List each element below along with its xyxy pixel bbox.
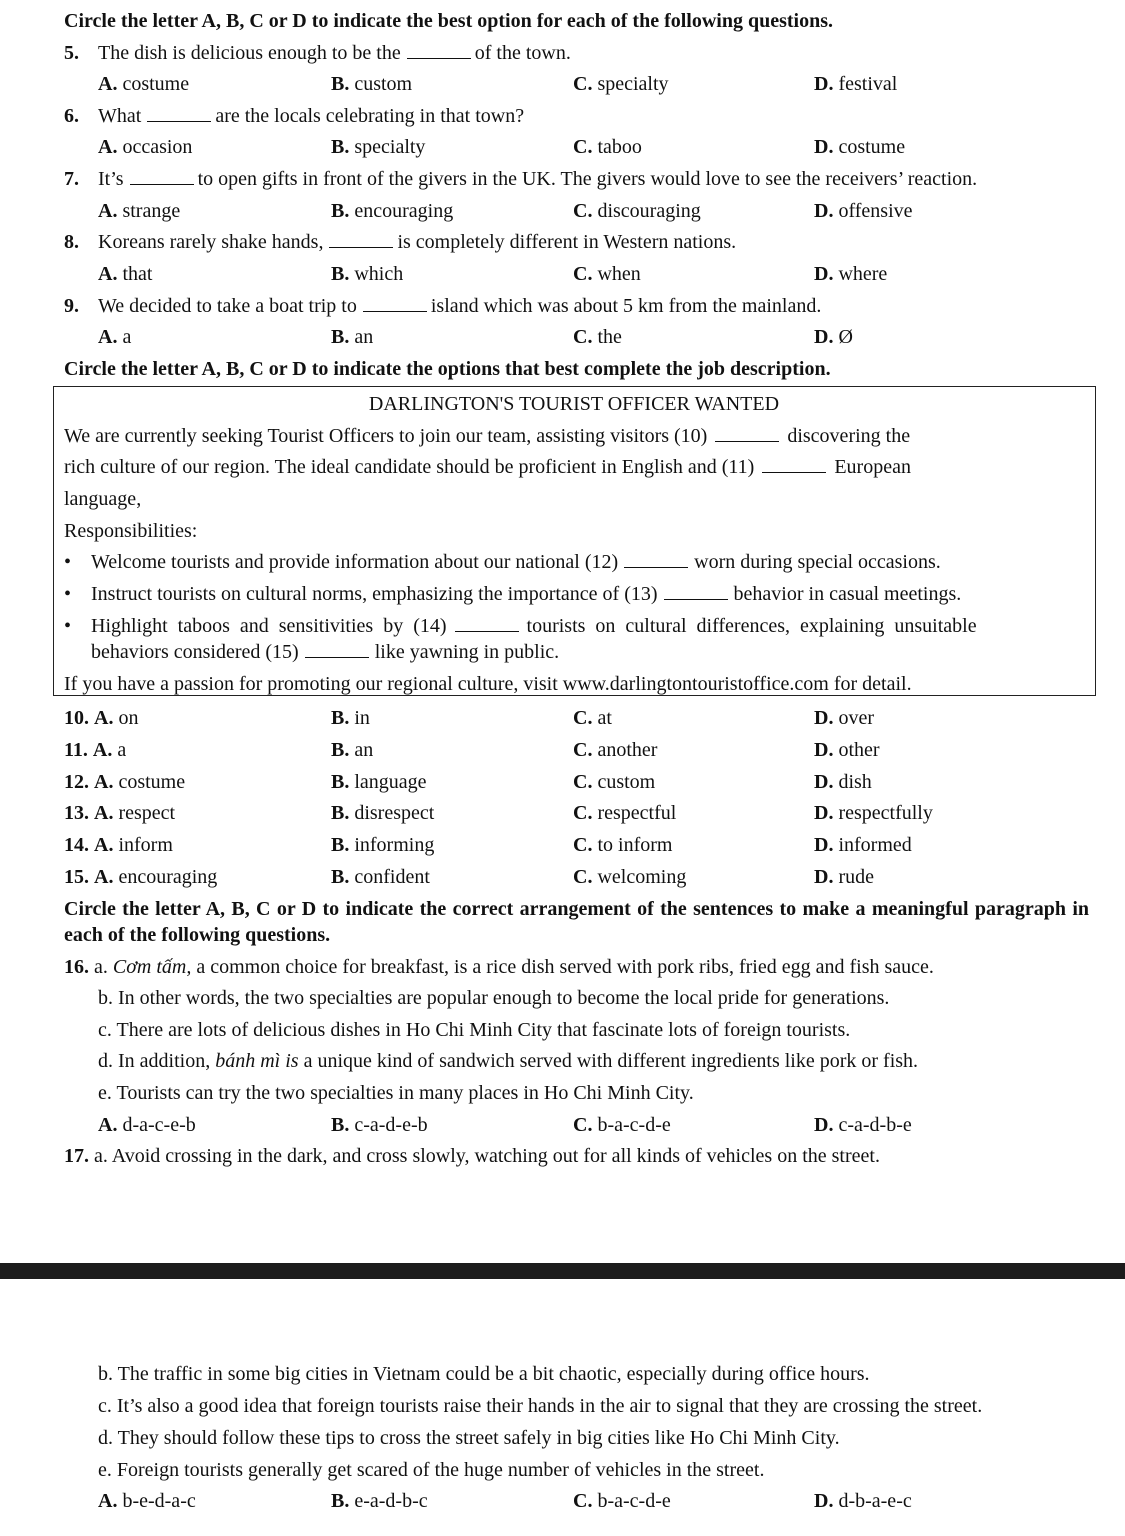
answer-row-12 [0,770,1125,794]
question-number: 8. [64,231,79,253]
option-b[interactable]: B. an [331,326,374,348]
answer-row-11 [0,738,1125,762]
option-d[interactable]: D. rude [814,866,874,888]
option-d[interactable]: D. respectfully [814,802,933,824]
q16-sentence-d: d. In addition, bánh mì is a unique kind of sandwich served with different ingredients like pork or fish. [98,1050,919,1072]
q17-sentence-b: b. The traffic in some big cities in Vietnam could be a bit chaotic, especially during office hours. [98,1363,870,1385]
question-number: 16. [64,956,89,978]
option-c[interactable]: C. discouraging [573,200,701,222]
option-a[interactable]: A. occasion [98,136,193,158]
blank-11 [762,458,826,473]
options-row-6 [0,135,1125,159]
option-a[interactable]: A. b-e-d-a-c [98,1490,196,1512]
blank-14 [455,617,519,632]
question-text-before: We decided to take a boat trip to [98,295,357,317]
question-number: 9. [64,295,79,317]
option-c[interactable]: C. custom [573,771,656,793]
option-c[interactable]: C. the [573,326,622,348]
option-c[interactable]: C. respectful [573,802,677,824]
options-row-17 [0,1489,1125,1513]
answer-row-10 [0,706,1125,730]
page-divider [0,1263,1125,1279]
q16-sentence-c: c. There are lots of delicious dishes in Ho Chi Minh City that fascinate lots of foreign tourists. [98,1019,851,1041]
bullet-icon: • [64,583,72,605]
option-c[interactable]: C. taboo [573,136,642,158]
bullet-icon: • [64,615,72,637]
option-b[interactable]: B. informing [331,834,435,856]
option-c[interactable]: C. to inform [573,834,673,856]
option-d[interactable]: D. where [814,263,888,285]
option-b[interactable]: B. encouraging [331,200,454,222]
question-text-before: What [98,105,142,127]
option-d[interactable]: D. over [814,707,874,729]
options-row-16 [0,1113,1125,1137]
option-a[interactable]: A. costume [98,73,190,95]
answer-blank [130,170,194,185]
job-line-3: language, [64,488,142,510]
option-a[interactable]: A. strange [98,200,181,222]
q17-sentence-a: 17. a. Avoid crossing in the dark, and cross slowly, watching out for all kinds of vehicles on the street. [64,1145,880,1167]
job-footer: If you have a passion for promoting our regional culture, visit www.darlingtontouristoffice.com for detail. [64,673,912,695]
q17-sentence-d: d. They should follow these tips to cross the street safely in big cities like Ho Chi Minh City. [98,1427,840,1449]
option-a[interactable]: 13. A. respect [64,802,176,824]
blank-10 [715,427,779,442]
question-6 [64,104,524,128]
answer-row-15 [0,865,1125,889]
question-number: 7. [64,168,79,190]
option-c[interactable]: C. welcoming [573,866,687,888]
question-text-before: It’s [98,168,124,190]
option-d[interactable]: D. Ø [814,326,853,348]
option-a[interactable]: 11. A. a [64,739,127,761]
option-d[interactable]: D. dish [814,771,872,793]
job-title: DARLINGTON'S TOURIST OFFICER WANTED [368,393,780,415]
option-d[interactable]: D. d-b-a-e-c [814,1490,912,1512]
question-number: 17. [64,1145,89,1167]
q16-sentence-e: e. Tourists can try the two specialties in many places in Ho Chi Minh City. [98,1082,694,1104]
option-a[interactable]: 10. A. on [64,707,139,729]
question-9 [64,294,821,318]
question-text-after: are the locals celebrating in that town? [215,105,525,127]
question-text-before: Koreans rarely shake hands, [98,231,324,253]
section1-heading: Circle the letter A, B, C or D to indicate the best option for each of the following questions. [64,10,834,32]
answer-blank [363,297,427,312]
option-d[interactable]: D. offensive [814,200,913,222]
question-5 [64,41,571,65]
option-d[interactable]: D. c-a-d-b-e [814,1114,912,1136]
question-text-before: The dish is delicious enough to be the [98,42,401,64]
answer-row-13 [0,801,1125,825]
answer-blank [147,107,211,122]
responsibilities-label: Responsibilities: [64,520,198,542]
option-b[interactable]: B. c-a-d-e-b [331,1114,428,1136]
question-text-after: of the town. [474,42,571,64]
blank-15 [305,643,369,658]
option-a[interactable]: A. d-a-c-e-b [98,1114,196,1136]
question-8 [64,230,736,254]
q16-sentence-b: b. In other words, the two specialties are popular enough to become the local pride for generations. [98,987,890,1009]
option-b[interactable]: B. specialty [331,136,426,158]
option-b[interactable]: B. confident [331,866,430,888]
question-text-after: to open gifts in front of the givers in the UK. The givers would love to see the receivers’ reaction. [197,168,978,190]
question-number: 5. [64,42,79,64]
option-b[interactable]: B. custom [331,73,413,95]
option-a[interactable]: 15. A. encouraging [64,866,218,888]
question-text-after: is completely different in Western nations. [397,231,737,253]
job-line-1: We are currently seeking Tourist Officers to join our team, assisting visitors (10) discovering the [64,425,911,447]
option-c[interactable]: C. at [573,707,612,729]
option-c[interactable]: C. specialty [573,73,669,95]
option-b[interactable]: B. language [331,771,427,793]
option-c[interactable]: C. when [573,263,641,285]
option-a[interactable]: 14. A. inform [64,834,173,856]
answer-blank [329,233,393,248]
options-row-8 [0,262,1125,286]
blank-12 [624,553,688,568]
option-b[interactable]: B. e-a-d-b-c [331,1490,428,1512]
options-row-7 [0,199,1125,223]
options-row-5 [0,72,1125,96]
option-d[interactable]: D. other [814,739,880,761]
question-7 [64,167,977,191]
question-text-after: island which was about 5 km from the mainland. [430,295,822,317]
blank-13 [664,585,728,600]
option-a[interactable]: A. a [98,326,132,348]
option-d[interactable]: D. informed [814,834,912,856]
question-number: 6. [64,105,79,127]
option-b[interactable]: B. an [331,739,374,761]
option-d[interactable]: D. festival [814,73,898,95]
q17-sentence-c: c. It’s also a good idea that foreign tourists raise their hands in the air to signal that they are crossing the street. [98,1395,983,1417]
option-a[interactable]: A. that [98,263,153,285]
option-a[interactable]: 12. A. costume [64,771,186,793]
option-b[interactable]: B. which [331,263,404,285]
option-c[interactable]: C. b-a-c-d-e [573,1114,671,1136]
section3-heading: Circle the letter A, B, C or D to indicate the correct arrangement of the sentences to make a meaningful paragraph in each of the following questions. [64,898,1089,946]
option-c[interactable]: C. b-a-c-d-e [573,1490,671,1512]
option-c[interactable]: C. another [573,739,658,761]
option-b[interactable]: B. disrespect [331,802,435,824]
option-b[interactable]: B. in [331,707,370,729]
options-row-9 [0,325,1125,349]
job-line-2: rich culture of our region. The ideal candidate should be proficient in English and (11) European [64,456,911,478]
answer-row-14 [0,833,1125,857]
answer-blank [407,44,471,59]
q16-sentence-a: 16. a. Cơm tấm, a common choice for breakfast, is a rice dish served with pork ribs, fried egg and fish sauce. [64,956,934,978]
bullet-icon: • [64,551,72,573]
option-d[interactable]: D. costume [814,136,906,158]
section2-heading: Circle the letter A, B, C or D to indicate the options that best complete the job description. [64,358,831,380]
q17-sentence-e: e. Foreign tourists generally get scared of the huge number of vehicles in the street. [98,1459,765,1481]
